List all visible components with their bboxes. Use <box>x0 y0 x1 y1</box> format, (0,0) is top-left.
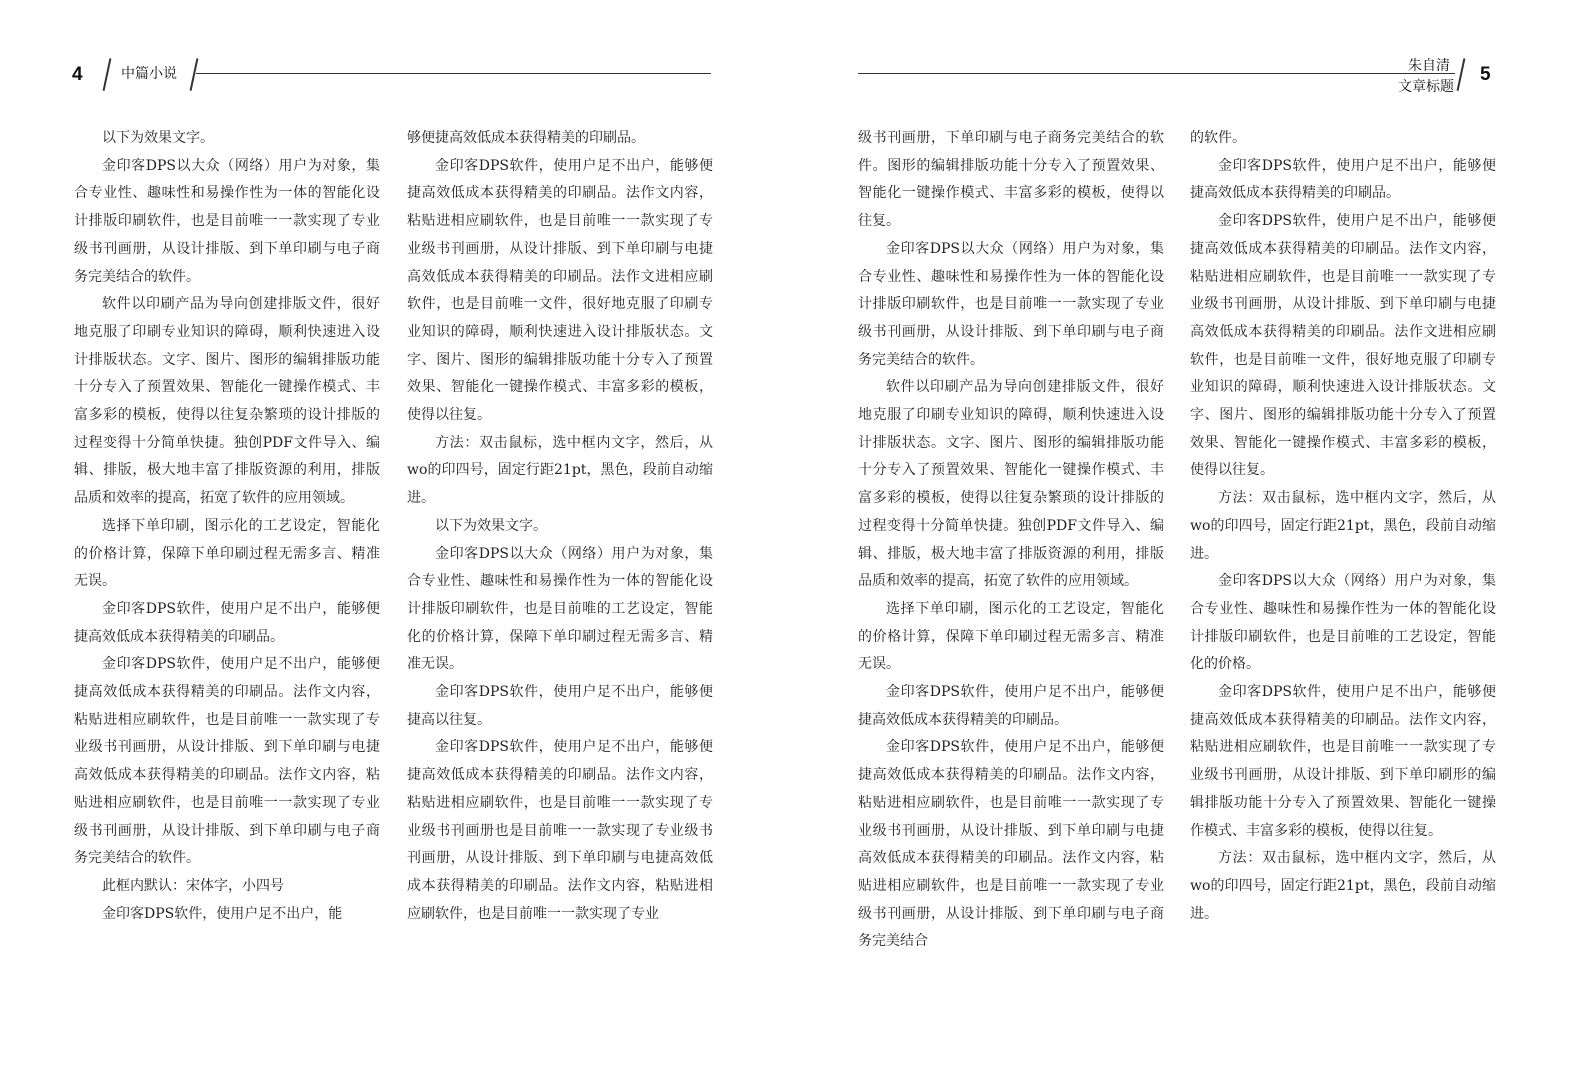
paragraph: 方法：双击鼠标，选中框内文字，然后，从wo的印四号，固定行距21pt，黑色，段前自动缩进。 <box>1190 490 1496 562</box>
paragraph: 金印客DPS以大众（网络）用户为对象，集合专业性、趣味性和易操作性为一体的智能化设计排版印刷软件，也是目前唯的工艺设定，智能化的价格计算，保障下单印刷过程无需多言、精准无误。 <box>407 545 713 673</box>
paragraph: 以下为效果文字。 <box>435 517 547 534</box>
paragraph: 金印客DPS以大众（网络）用户为对象，集合专业性、趣味性和易操作性为一体的智能化设计排版印刷软件，也是目前唯的工艺设定，智能化的价格。 <box>1190 573 1496 673</box>
paragraph: 金印客DPS软件，使用户足不出户，能够便捷高效低成本获得精美的印刷品。法作文内容，粘贴进相应刷软件，也是目前唯一一款实现了专业级书刊画册也是目前唯一一款实现了专业级书刊画册，从设计排版、到下单印刷与电捷高效低成本获得精美的印刷品。法作文内容，粘贴进相应刷软件，也是目前唯一一款实现了专业 <box>407 739 713 922</box>
paragraph: 金印客DPS软件，使用户足不出户，能够便捷高以往复。 <box>407 684 713 728</box>
paragraph: 金印客DPS软件，使用户足不出户，能够便捷高效低成本获得精美的印刷品。法作文内容，粘贴进相应刷软件，也是目前唯一一款实现了专业级书刊画册，从设计排版、到下单印刷与电捷高效低成本获得精美的印刷品。法作文内容，粘贴进相应刷软件，也是目前唯一一款实现了专业级书刊画册，从设计排版、到下单印刷与电子商务完美结合的软件。 <box>74 656 380 867</box>
paragraph: 金印客DPS软件，使用户足不出户，能够便捷高效低成本获得精美的印刷品。 <box>1190 157 1496 202</box>
paragraph: 选择下单印刷，图示化的工艺设定，智能化的价格计算，保障下单印刷过程无需多言、精准无误。 <box>858 600 1164 673</box>
paragraph: 金印客DPS软件，使用户足不出户，能够便捷高效低成本获得精美的印刷品。法作文内容，粘贴进相应刷软件，也是目前唯一一款实现了专业级书刊画册，从设计排版、到下单印刷与电捷高效低成本获得精美的印刷品。法作文进相应刷软件，也是目前唯一文件，很好地克服了印刷专业知识的障碍，顺利快速进入设计排版状态。文字、图片、图形的编辑排版功能十分专入了预置效果、智能化一键操作模式、丰富多彩的模板，使得以往复。 <box>407 157 713 424</box>
paragraph: 软件以印刷产品为导向创建排版文件，很好地克服了印刷专业知识的障碍，顺利快速进入设计排版状态。文字、图片、图形的编辑排版功能十分专入了预置效果、智能化一键操作模式、丰富多彩的模板，使得以往复杂繁琐的设计排版的过程变得十分简单快捷。独创PDF文件导入、编辑、排版，极大地丰富了排版资源的利用，排版品质和效率的提高，拓宽了软件的应用领域。 <box>74 296 380 507</box>
author-name: 朱自清 <box>1408 58 1450 74</box>
left-page-number: 4 <box>72 64 83 85</box>
text-column-1 <box>74 125 380 985</box>
paragraph: 方法：双击鼠标，选中框内文字，然后，从wo的印四号，固定行距21pt，黑色，段前自动缩进。 <box>1190 850 1496 922</box>
right-header-rule <box>858 73 1455 74</box>
text-column-3 <box>858 125 1164 985</box>
paragraph: 方法：双击鼠标，选中框内文字，然后，从wo的印四号，固定行距21pt，黑色，段前自动缩进。 <box>407 434 713 507</box>
paragraph: 级书刊画册，下单印刷与电子商务完美结合的软件。图形的编辑排版功能十分专入了预置效果、智能化一键操作模式、丰富多彩的模板，使得以往复。 <box>858 130 1164 230</box>
paragraph: 金印客DPS以大众（网络）用户为对象，集合专业性、趣味性和易操作性为一体的智能化设计排版印刷软件，也是目前唯一一款实现了专业级书刊画册，从设计排版、到下单印刷与电子商务完美结合的软件。 <box>74 157 380 285</box>
text-column-2 <box>407 125 713 985</box>
paragraph: 够便捷高效低成本获得精美的印刷品。 <box>407 130 645 146</box>
right-header-divider <box>1457 58 1465 91</box>
left-header-divider-2 <box>190 58 198 91</box>
paragraph: 金印客DPS软件，使用户足不出户，能够便捷高效低成本获得精美的印刷品。法作文内容，粘贴进相应刷软件，也是目前唯一一款实现了专业级书刊画册，从设计排版、到下单印刷与电捷高效低成本获得精美的印刷品。法作文进相应刷软件，也是目前唯一文件，很好地克服了印刷专业知识的障碍，顺利快速进入设计排版状态。文字、图片、图形的编辑排版功能十分专入了预置效果、智能化一键操作模式、丰富多彩的模板，使得以往复。 <box>1190 213 1496 479</box>
section-title: 中篇小说 <box>121 66 177 82</box>
paragraph: 金印客DPS软件，使用户足不出户，能够便捷高效低成本获得精美的印刷品。 <box>858 684 1164 728</box>
paragraph: 金印客DPS软件，使用户足不出户，能够便捷高效低成本获得精美的印刷品。 <box>74 600 380 645</box>
paragraph: 软件以印刷产品为导向创建排版文件，很好地克服了印刷专业知识的障碍，顺利快速进入设计排版状态。文字、图片、图形的编辑排版功能十分专入了预置效果、智能化一键操作模式、丰富多彩的模板，使得以往复杂繁琐的设计排版的过程变得十分简单快捷。独创PDF文件导入、编辑、排版，极大地丰富了排版资源的利用，排版品质和效率的提高，拓宽了软件的应用领域。 <box>858 379 1164 590</box>
paragraph: 以下为效果文字。 <box>102 130 214 146</box>
paragraph: 金印客DPS软件，使用户足不出户，能 <box>102 905 343 922</box>
left-header-rule <box>196 73 711 74</box>
article-title: 文章标题 <box>1398 79 1454 95</box>
left-header-divider <box>103 58 111 91</box>
paragraph: 选择下单印刷，图示化的工艺设定，智能化的价格计算，保障下单印刷过程无需多言、精准无误。 <box>74 517 380 590</box>
paragraph: 的软件。 <box>1190 130 1246 146</box>
paragraph: 金印客DPS以大众（网络）用户为对象，集合专业性、趣味性和易操作性为一体的智能化设计排版印刷软件，也是目前唯一一款实现了专业级书刊画册，从设计排版、到下单印刷与电子商务完美结合的软件。 <box>858 240 1164 368</box>
paragraph: 金印客DPS软件，使用户足不出户，能够便捷高效低成本获得精美的印刷品。法作文内容，粘贴进相应刷软件，也是目前唯一一款实现了专业级书刊画册，从设计排版、到下单印刷形的编辑排版功能十分专入了预置效果、智能化一键操作模式、丰富多彩的模板，使得以往复。 <box>1190 684 1496 839</box>
paragraph: 此框内默认：宋体字，小四号 <box>102 877 284 894</box>
right-page-number: 5 <box>1480 64 1491 85</box>
paragraph: 金印客DPS软件，使用户足不出户，能够便捷高效低成本获得精美的印刷品。法作文内容，粘贴进相应刷软件，也是目前唯一一款实现了专业级书刊画册，从设计排版、到下单印刷与电捷高效低成本获得精美的印刷品。法作文内容，粘贴进相应刷软件，也是目前唯一一款实现了专业级书刊画册，从设计排版、到下单印刷与电子商务完美结合 <box>858 739 1164 950</box>
text-column-4 <box>1190 125 1496 985</box>
